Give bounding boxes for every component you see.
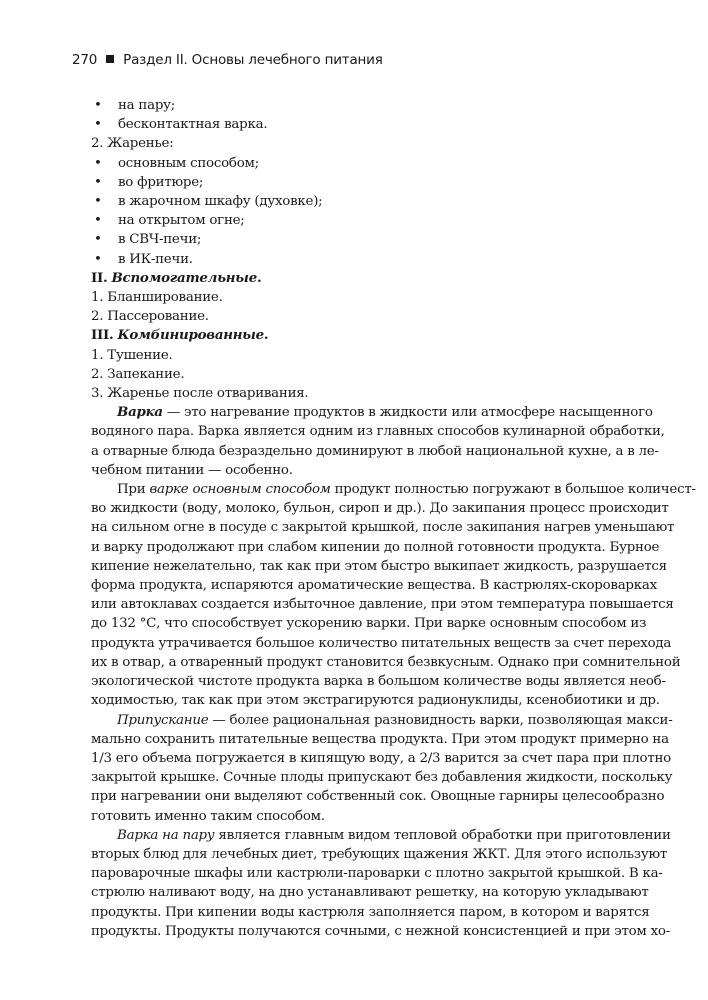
list-item: • на открытом огне; — [91, 211, 617, 230]
paragraph-boiling: Варка — это нагревание продуктов в жидкости или атмосфере насыщенного водяного пара. Варка является одним из главных способов кулинарной обработки, а отварные блюда безраздельно доминируют в любой национальной кухне, а в ле- чебном питании — особенно. — [91, 404, 665, 478]
list-heading-frying: 2. Жаренье: — [91, 136, 174, 152]
section-heading-combined: III. Комбинированные. — [91, 327, 269, 344]
list-item: • в СВЧ-печи; — [91, 230, 617, 249]
list-item: • бесконтактная варка. — [91, 115, 617, 134]
list-item: 1. Тушение. — [91, 347, 173, 363]
square-bullet-icon — [106, 55, 114, 63]
list-item: 1. Бланширование. — [91, 290, 223, 306]
list-item: • в жарочном шкафу (духовке); — [91, 192, 617, 211]
list-item: • во фритюре; — [91, 173, 617, 192]
term-steaming: Варка на пару — [117, 827, 215, 843]
list-item: • на пару; — [91, 96, 617, 115]
list-item: • в ИК-печи. — [91, 250, 617, 269]
page-number: 270 — [72, 52, 98, 68]
list-item: 2. Запекание. — [91, 366, 185, 382]
paragraph-steaming: Варка на пару является главным видом тепловой обработки при приготовлении вторых блюд для лечебных диет, требующих щажения ЖКТ. Для этого используют пароварочные шкафы или кастрюли-пароварки с плотно закрытой крышкой. В ка- стрюлю наливают воду, на дно устанавливают решетку, на которую укладывают продукты. При кипении воды кастрюля заполняется паром, в котором и варятся продукты. Продукты получаются сочными, с нежной консистенцией и при этом хо- — [91, 827, 671, 939]
page-body — [91, 96, 696, 941]
running-header — [72, 52, 383, 68]
paragraph-main-method: При варке основным способом продукт полностью погружают в большое количест- во жидкости (воду, молоко, бульон, сироп и др.). До закипания процесс происходит на сильном огне в посуде с закрытой крышкой, после закипания нагрев уменьшают и варку продолжают при слабом кипении до полной готовности продукта. Бурное кипение нежелательно, так как при этом быстро выкипает жидкость, разрушается форма продукта, испаряются ароматические вещества. В кастрюлях-скороварках или автоклавах создается избыточное давление, при этом температура повышается до 132 °С, что способствует ускорению варки. При варке основным способом из продукта утрачивается большое количество питательных веществ за счет перехода их в отвар, а отваренный продукт становится безвкусным. Однако при сомнительной экологической чистоте продукта варка в большом количестве воды является необ- ходимостью, так как при этом экстрагируются радионуклиды, ксенобиотики и др. — [91, 482, 696, 709]
list-item: 2. Пассерование. — [91, 309, 209, 325]
list-item: 3. Жаренье после отваривания. — [91, 386, 309, 402]
section-title: Раздел II. Основы лечебного питания — [123, 52, 383, 68]
list-item: • основным способом; — [91, 154, 617, 173]
term-poaching: Припускание — [117, 712, 209, 728]
paragraph-poaching: Припускание — более рациональная разновидность варки, позволяющая макси- мально сохранить питательные вещества продукта. При этом продукт примерно на 1/3 его объема погружается в кипящую воду, а 2/3 варится за счет пара при плотно закрытой крышке. Сочные плоды припускают без добавления жидкости, поскольку при нагревании они выделяют собственный сок. Овощные гарниры целесообразно готовить именно таким способом. — [91, 712, 673, 824]
section-heading-auxiliary: II. Вспомогательные. — [91, 269, 262, 286]
term-main-method: варке основным способом — [149, 482, 331, 498]
term-boiling: Варка — [117, 404, 163, 421]
